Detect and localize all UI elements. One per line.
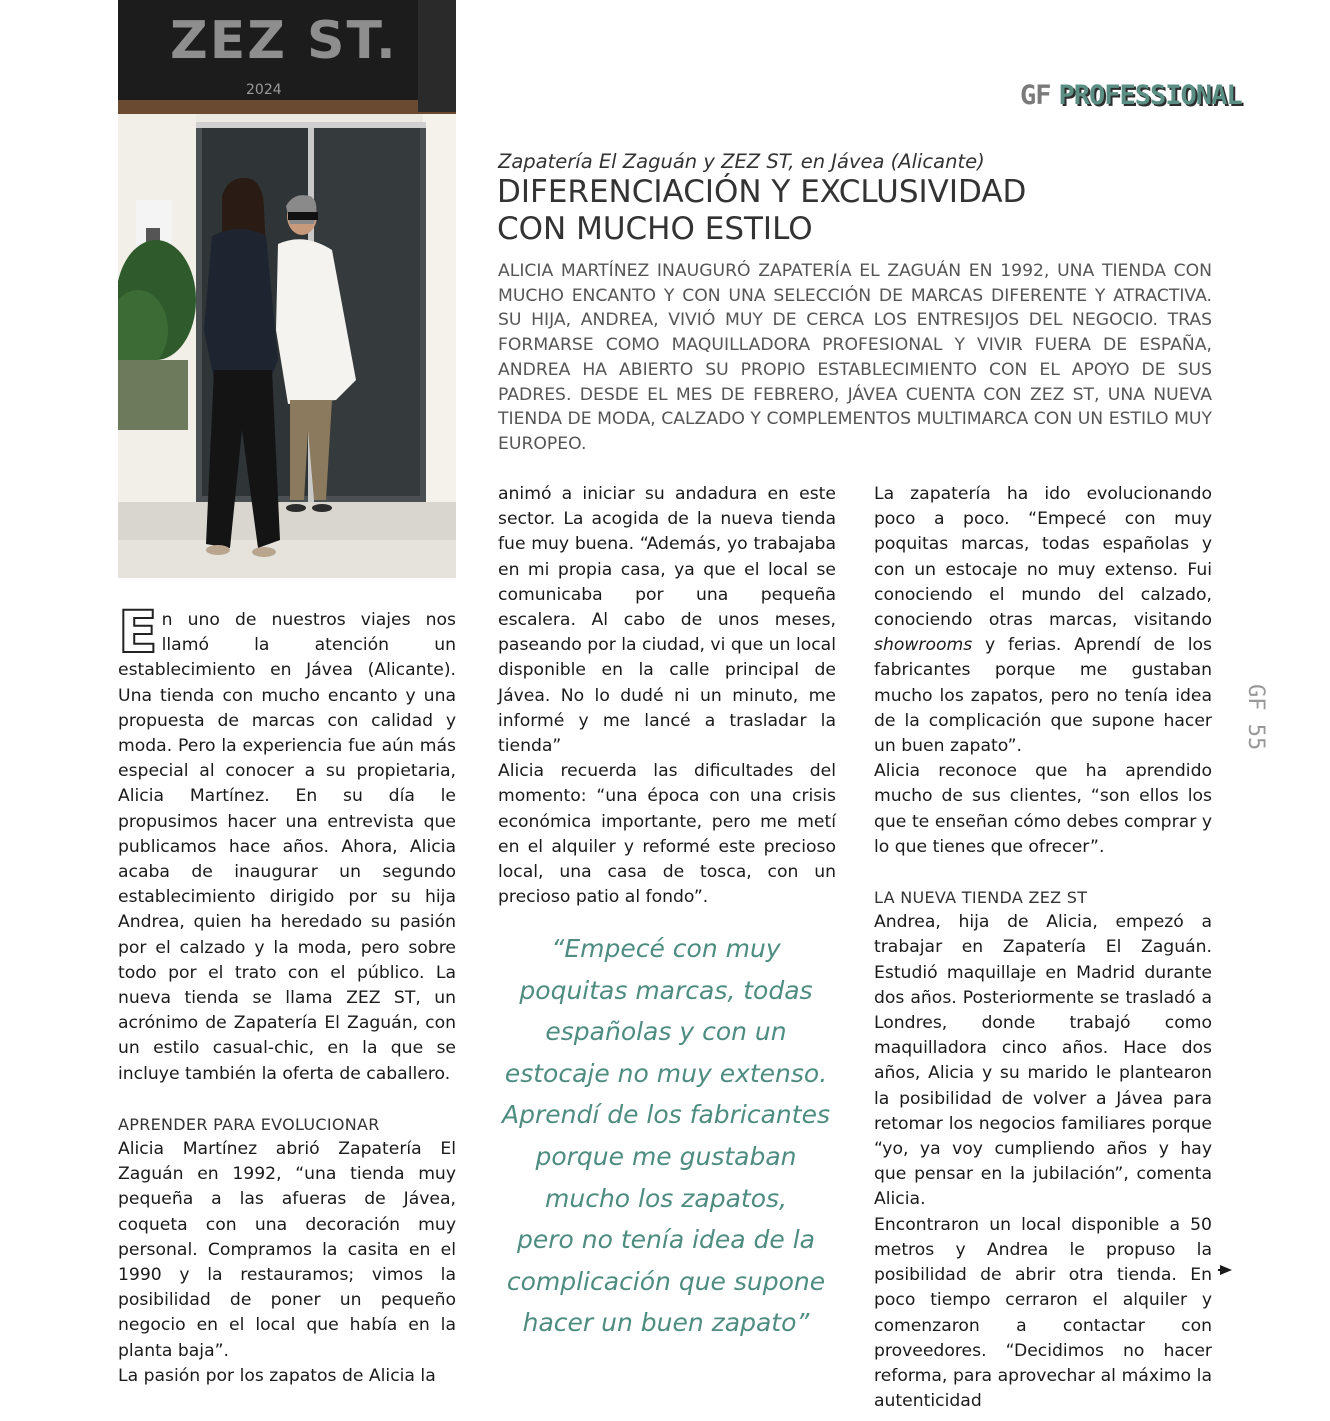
- quote-line: mucho los zapatos,: [545, 1183, 787, 1213]
- intro-text: n uno de nuestros viajes nos llamó la atención un establecimiento en Jávea (Alicante). Una tienda con mucho encanto y una propuesta de marcas con calidad y moda. Pero la experiencia fue aún más especial al conocer a su propietaria, Alicia Martínez. En su día le propusimos hacer una entrevista que publicamos hace años. Ahora, Alicia acaba de inaugurar un segundo establecimiento dirigido por su hija Andrea, quien ha heredado su pasión por el calzado y la moda, pero sobre todo por el trato con el público. La nueva tienda se llama ZEZ ST, un acrónimo de Zapatería El Zaguán, con un estilo casual-chic, en la que se incluye también la oferta de caballero.: [118, 610, 456, 1084]
- body-paragraph: Alicia Martínez abrió Zapatería El Zaguán en 1992, “una tienda muy pequeña a las afueras de Jávea, coqueta con una decoración muy personal. Compramos la casita en el 1990 y la restauramos; vimos la posibilidad de poner un pequeño negocio en el local que había en la planta baja”.: [118, 1139, 456, 1361]
- storefront-illustration: [118, 0, 456, 578]
- quote-line: españolas y con un: [545, 1017, 787, 1047]
- brand-section: PROFESSIONAL: [1058, 80, 1242, 111]
- body-paragraph: animó a iniciar su andadura en este sector. La acogida de la nueva tienda fue muy buena. “Además, yo trabajaba en mi propia casa, ya que el local se comunicaba por una pequeña escalera. Al cabo de unos meses, paseando por la ciudad, vi que un local disponible en la calle principal de Jávea. No lo dudé ni un minuto, me informé y me lancé a trasladar la tienda”: [498, 484, 836, 757]
- body-paragraph: Alicia reconoce que ha aprendido mucho de sus clientes, “son ellos los que te enseñan cómo debes comprar y lo que tienes que ofrecer”.: [874, 761, 1212, 857]
- article-title: [497, 174, 1227, 248]
- subhead-aprender: APRENDER PARA EVOLUCIONAR: [118, 1114, 380, 1134]
- body-paragraph: [874, 482, 1212, 759]
- title-line-2: CON MUCHO ESTILO: [497, 211, 813, 247]
- body-paragraph: La pasión por los zapatos de Alicia la: [118, 1365, 436, 1386]
- article-lead: ALICIA MARTÍNEZ INAUGURÓ ZAPATERÍA EL ZAGUÁN EN 1992, UNA TIENDA CON MUCHO ENCANTO Y CON UNA SELECCIÓN DE MARCAS DIFERENTE Y ATRACTIVA. SU HIJA, ANDREA, VIVIÓ MUY DE CERCA LOS ENTRESIJOS DEL NEGOCIO. TRAS FORMARSE COMO MAQUILLADORA PROFESIONAL Y VIVIR FUERA DE ESPAÑA, ANDREA HA ABIERTO SU PROPIO ESTABLECIMIENTO CON EL APOYO DE SUS PADRES. DESDE EL MES DE FEBRERO, JÁVEA CUENTA CON ZEZ ST, UNA NUEVA TIENDA DE MODA, CALZADO Y COMPLEMENTOS MULTIMARCA CON UN ESTILO MUY EUROPEO.: [498, 261, 1212, 454]
- body-paragraph: Alicia recuerda las dificultades del momento: “una época con una crisis económica importante, pero me metí en el alquiler y reformé este precioso local, una casa de tosca, con un precioso patio al fondo”.: [498, 761, 836, 908]
- page-number: GF 55: [1243, 684, 1268, 751]
- article-kicker: Zapatería El Zaguán y ZEZ ST, en Jávea (Alicante): [498, 150, 985, 173]
- quote-line: estocaje no muy extenso.: [504, 1058, 828, 1088]
- title-line-1: DIFERENCIACIÓN Y EXCLUSIVIDAD: [497, 174, 1027, 210]
- store-sign-year: 2024: [246, 82, 282, 98]
- subhead-nueva-tienda: LA NUEVA TIENDA ZEZ ST: [874, 888, 1088, 908]
- body-paragraph: Andrea, hija de Alicia, empezó a trabajar en Zapatería El Zaguán. Estudió maquillaje en Madrid durante dos años. Posteriormente se trasladó a Londres, donde trabajó como maquilladora cinco años. Hace dos años, Alicia y su marido le plantearon la posibilidad de volver a Jávea para retomar los negocios familiares porque “yo, ya voy cumpliendo años y hay que pensar en la jubilación”, comenta Alicia.: [874, 912, 1212, 1210]
- body-column-3: [874, 482, 1212, 1414]
- section-brand: [1020, 80, 1242, 116]
- dropcap: E: [118, 598, 158, 666]
- body-column-2: [498, 482, 836, 910]
- store-photo: [118, 0, 456, 578]
- quote-line: porque me gustaban: [535, 1141, 797, 1171]
- store-sign-text: ZEZ ST.: [170, 11, 398, 71]
- quote-line: complicación que supone: [506, 1266, 826, 1296]
- body-text: La zapatería ha ido evolucionando poco a poco. “Empecé con muy poquitas marcas, todas españolas y con un estocaje no muy extenso. Fui conociendo el mundo del calzado, conociendo otras marcas, visitando: [874, 484, 1212, 631]
- emphasis-showrooms: showrooms: [874, 635, 973, 656]
- quote-line: Aprendí de los fabricantes: [502, 1100, 830, 1130]
- body-column-1: [118, 598, 456, 1389]
- pull-quote: [498, 928, 834, 1344]
- brand-prefix: GF: [1020, 80, 1051, 111]
- continue-arrow-icon: [1218, 1261, 1236, 1279]
- body-text: y ferias. Aprendí de los fabricantes porque me gustaban mucho los zapatos, pero no tenía idea de la complicación que supone hacer un buen zapato”.: [874, 635, 1212, 757]
- body-paragraph: Encontraron un local disponible a 50 metros y Andrea le propuso la posibilidad de abrir otra tienda. En poco tiempo cerraron el alquiler y comenzaron a contactar con proveedores. “Decidimos no hacer reforma, para aprovechar al máximo la autenticidad: [874, 1214, 1212, 1412]
- quote-line: hacer un buen zapato”: [522, 1308, 810, 1338]
- quote-line: “Empecé con muy: [551, 934, 781, 963]
- quote-line: pero no tenía idea de la: [516, 1225, 816, 1255]
- intro-paragraph: [118, 598, 456, 1087]
- quote-line: poquitas marcas, todas: [519, 975, 813, 1005]
